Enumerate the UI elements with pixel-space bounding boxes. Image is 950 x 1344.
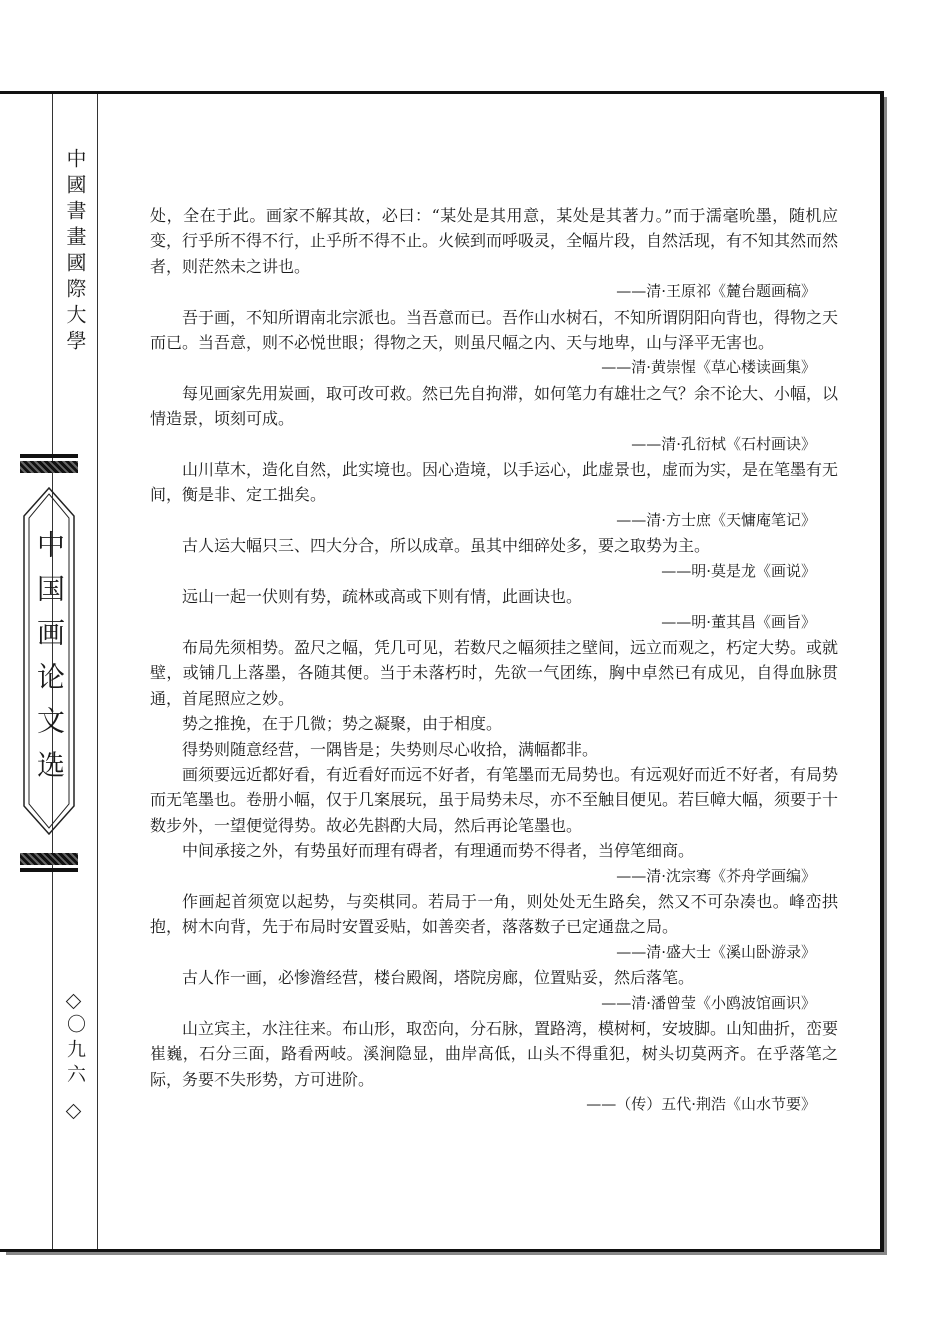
attribution: ——清·黄崇惺《草心楼读画集》 [601,358,816,377]
main-text-column [150,203,838,1118]
diamond-ornament-top [66,994,82,1010]
attribution: ——明·董其昌《画旨》 [661,612,816,631]
paragraph: 古人作一画，必惨澹经营，楼台殿阁，塔院房廊，位置贴妥，然后落笔。 [182,968,695,988]
book-title: 中国画论文选 [33,530,66,794]
ornament-bar-bottom [20,853,78,875]
attribution: ——清·王原祁《麓台题画稿》 [616,282,816,301]
frame-shadow-right [884,97,887,1255]
paragraph: 作画起首须宽以起势，与奕棋同。若局于一角，则处处无生路矣，然又不可杂凑也。峰峦拱抱，树木向背，先于布局时安置妥贴，如善奕者，落落数子已定通盘之局。 [150,891,838,937]
paragraph: 画须要远近都好看，有近看好而远不好者，有笔墨而无局势也。有远观好而近不好者，有局势而无笔墨也。卷册小幅，仅于几案展玩，虽于局势未尽，亦不至触目便见。若巨幛大幅，须要于十数步外，一望便觉得势。故必先斟酌大局，然后再论笔墨也。 [150,764,839,835]
page-number: 〇九六 [64,1014,86,1089]
sidebar-rule-right [97,94,98,1249]
attribution: ——清·沈宗骞《芥舟学画编》 [616,866,816,885]
frame-shadow-bottom [6,1252,887,1255]
book-title-panel [22,486,76,836]
frame-top-border [0,91,884,94]
paragraph: 中间承接之外，有势虽好而理有碍者，有理通而势不得者，当停笔细商。 [182,841,695,861]
attribution: ——清·潘曾莹《小鸥波馆画识》 [601,993,816,1012]
paragraph: 处，全在于此。画家不解其故，必曰：“某处是其用意，某处是其著力。”而于濡毫吮墨，随机应变，行乎所不得不行，止乎所不得不止。火候到而呼吸灵，全幅片段，自然活现，有不知其然而然者，则茫然未之讲也。 [150,206,839,276]
attribution: ——清·方士庶《天慵庵笔记》 [616,510,816,529]
paragraph: 得势则随意经营，一隅皆是；失势则尽心收拾，满幅都非。 [182,739,599,759]
paragraph: 势之推挽，在于几微；势之凝聚，由于相度。 [182,714,503,734]
series-title: 中國書畫國際大學 [63,148,87,356]
attribution: ——清·盛大士《溪山卧游录》 [616,942,816,961]
paragraph: 山川草木，造化自然，此实境也。因心造境，以手运心，此虚景也，虚而为实，是在笔墨有无间，衡是非、定工拙矣。 [150,460,839,505]
paragraph: 吾于画，不知所谓南北宗派也。当吾意而已。吾作山水树石，不知所谓阴阳向背也，得物之天而已。当吾意，则不必悦世眼；得物之天，则虽尺幅之内、天与地卑，山与泽平无害也。 [150,307,839,353]
attribution: ——清·孔衍栻《石村画诀》 [631,434,816,453]
paragraph: 山立宾主，水注往来。布山形，取峦向，分石脉，置路湾，模树柯，安坡脚。山知曲折，峦要崔巍，石分三面，路看两岐。溪涧隐显，曲岸高低，山头不得重犯，树头切莫两齐。在乎落笔之际，务要不失形势，方可进阶。 [150,1019,839,1089]
paragraph: 每见画家先用炭画，取可改可救。然已先自拘滞，如何笔力有雄壮之气？余不论大、小幅，以情造景，顷刻可成。 [150,383,839,429]
attribution: ——（传）五代·荆浩《山水节要》 [586,1095,816,1114]
paragraph: 古人运大幅只三、四大分合，所以成章。虽其中细碎处多，要之取势为主。 [182,536,711,556]
diamond-ornament-bottom [66,1104,82,1120]
paragraph: 布局先须相势。盈尺之幅，凭几可见，若数尺之幅须挂之壁间，远立而观之，朽定大势。或就壁，或铺几上落墨，各随其便。当于未落朽时，先欲一气团练，胸中卓然已有成见，自得血脉贯通，首尾照应之妙。 [150,637,839,708]
attribution: ——明·莫是龙《画说》 [661,561,816,580]
ornament-bar-top [20,454,78,473]
paragraph: 远山一起一伏则有势，疏林或高或下则有情，此画诀也。 [182,587,583,607]
